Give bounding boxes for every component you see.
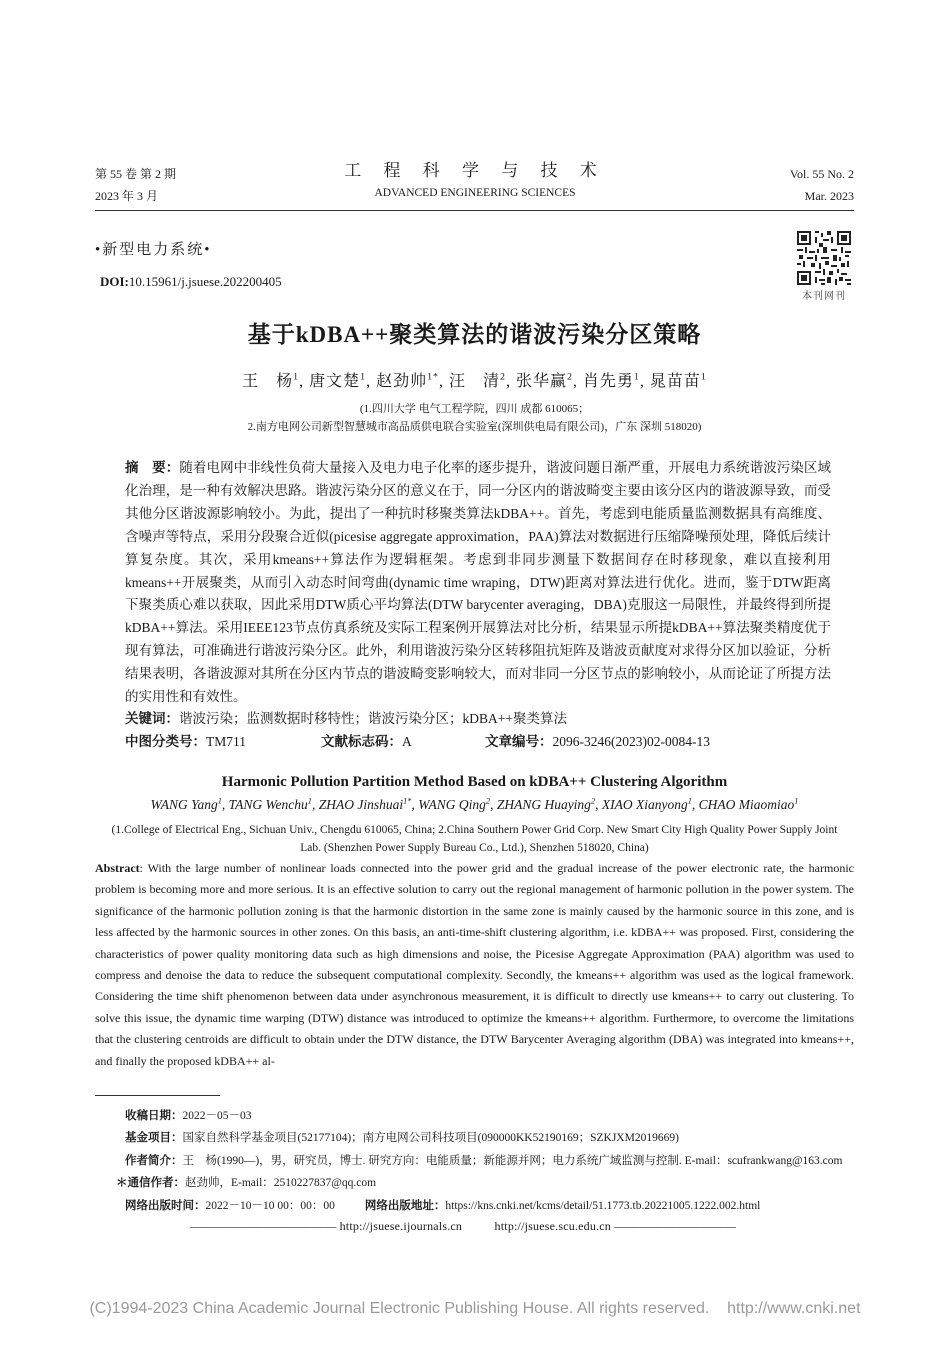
url-divider: ———————————— — [190, 1219, 337, 1233]
column-label: •新型电力系统• — [95, 242, 212, 258]
url-divider: —————————— — [614, 1219, 737, 1233]
header-center — [300, 160, 650, 203]
author-list-cn — [95, 368, 854, 391]
doi-label: DOI: — [100, 274, 129, 289]
fund-info: 基金项目：国家自然科学基金项目(52177104)；南方电网公司科技项目(090000KK52190169；SZKJXM2019669) — [125, 1132, 679, 1145]
author-en: CHAO Miaomiao$^1$ — [698, 796, 799, 812]
date-en: Mar. 2023 — [804, 189, 854, 203]
qr-caption: 本刊网刊 — [802, 291, 846, 302]
author-cn: 唐文楚$^1$, — [309, 371, 372, 390]
author-en: ZHANG Huaying$^2$, — [496, 796, 602, 812]
header-rule — [95, 210, 854, 211]
journal-name-en: ADVANCED ENGINEERING SCIENCES — [374, 187, 576, 199]
corresponding-author: ＊通信作者：赵劲帅，E-mail：2510227837@qq.com — [116, 1177, 377, 1190]
publication-url-link[interactable]: https://kns.cnki.net/kcms/detail/51.1773.tb.20221005.1222.002.html — [445, 1199, 761, 1212]
affiliation-line: (1.College of Electrical Eng., Sichuan Univ., Chengdu 610065, China; 2.China Southern Power Grid Corp. New Smart City High Quality Power Supply Joint — [111, 824, 838, 836]
qr-code-icon[interactable] — [797, 231, 851, 285]
article-no-value: 2096-3246(2023)02-0084-13 — [552, 734, 710, 749]
doc-code-label: 文献标志码： — [321, 734, 402, 749]
journal-name-cn: 工 程 科 学 与 技 术 — [344, 161, 606, 180]
date-cn: 2023 年 3 月 — [95, 189, 159, 203]
received-date: 收稿日期：2022－05－03 — [125, 1110, 252, 1122]
author-cn: 肖先勇$^1$, — [582, 371, 645, 390]
journal-url-right-link[interactable]: http://jsuese.scu.edu.cn — [494, 1219, 611, 1233]
abstract-en — [95, 858, 854, 1072]
paper-title-cn: 基于kDBA++聚类算法的谐波污染分区策略 — [247, 322, 702, 347]
online-publication: 网络出版时间：2022－10－10 00：00：00 网络出版地址：https://kns.cnki.net/kcms/detail/51.1773.tb.20221005.1222.002.html — [125, 1199, 761, 1212]
affiliation-line: (1.四川大学 电气工程学院，四川 成都 610065； — [359, 403, 590, 415]
affiliations-en — [95, 821, 854, 857]
keywords-cn-text: 谐波污染；监测数据时移特性；谐波污染分区；kDBA++聚类算法 — [179, 711, 567, 726]
journal-url-left-link[interactable]: http://jsuese.ijournals.cn — [339, 1219, 463, 1233]
abstract-cn-label: 摘 要： — [125, 460, 180, 475]
journal-urls — [190, 1219, 736, 1234]
affiliation-line: Lab. (Shenzhen Power Supply Bureau Co., Ltd.), Shenzhen 518020, China) — [300, 842, 649, 854]
author-cn: 赵劲帅$^{1*}$, — [376, 371, 444, 390]
volume-cn: 第 55 卷 第 2 期 — [95, 167, 177, 181]
affiliations-cn — [95, 400, 854, 436]
classification-line — [125, 730, 831, 750]
author-cn: 王 杨$^1$, — [242, 371, 305, 390]
author-cn: 汪 清$^2$, — [448, 371, 511, 390]
footnote-rule — [95, 1095, 220, 1096]
article-no-label: 文章编号： — [485, 734, 553, 749]
abstract-en-label: Abstract — [95, 861, 140, 875]
copyright-notice: (C)1994-2023 China Academic Journal Electronic Publishing House. All rights reserved. http://www.cnki.net — [89, 1300, 861, 1317]
keywords-cn — [125, 707, 831, 727]
abstract-cn — [125, 457, 831, 709]
doi-value[interactable]: 10.15961/j.jsuese.202200405 — [128, 274, 282, 289]
author-en: WANG Yang$^1$, — [150, 796, 229, 812]
header-left — [95, 163, 176, 207]
doc-code-value: A — [402, 734, 412, 749]
author-bio: 作者简介：王 杨(1990—)，男，研究员，博士. 研究方向：电能质量；新能源并网；电力系统广域监测与控制. E-mail：scufrankwang@163.com — [125, 1154, 843, 1167]
footnotes — [116, 1105, 855, 1217]
author-list-en — [95, 796, 854, 813]
affiliation-line: 2.南方电网公司新型智慧城市高品质供电联合实验室(深圳供电局有限公司)，广东 深圳 518020) — [247, 421, 702, 433]
keywords-cn-label: 关键词： — [125, 711, 179, 726]
author-en: XIAO Xianyong$^1$, — [601, 796, 699, 812]
abstract-en-text: : With the large number of nonlinear loads connected into the power grid and the gradual increase of the power electronic rate, the harmonic problem is becoming more and more serious. It is an effective solution to carry out the regional management of harmonic pollution in the power system. The significance of the harmonic pollution zoning is that the harmonic distortion in the same zone is mainly caused by the harmonic source in this zone, and is less affected by the harmonic sources in other zones. On this basis, an anti-time-shift clustering algorithm, i.e. kDBA++ was proposed. First, considering the characteristics of power quality monitoring data such as high dimensions and noise, the Picesise Aggregate Approximation (PAA) algorithm was used to compress and denoise the data to reduce the subsequent computational complexity. Secondly, the kmeans++ algorithm was used as the logical framework. Considering the time shift phenomenon between data under asynchronous measurement, it is difficult to directly use kmeans++ to carry out clustering. To solve this issue, the dynamic time warping (DTW) distance was introduced to optimize the kmeans++ algorithm. Furthermore, to overcome the limitations that the clustering centroids are difficult to obtain under the DTW distance, the DTW Barycenter Averaging algorithm (DBA) was integrated into kmeans++, and finally the proposed kDBA++ al- — [95, 861, 854, 1068]
doi — [100, 274, 282, 290]
author-en: WANG Qing$^2$, — [418, 796, 497, 812]
abstract-cn-text: 随着电网中非线性负荷大量接入及电力电子化率的逐步提升，谐波问题日渐严重，开展电力系统谐波污染区域化治理，是一种有效解决思路。谐波污染分区的意义在于，同一分区内的谐波畸变主要由该分区内的谐波源导致，而受其他分区谐波源影响较小。为此，提出了一种抗时移聚类算法kDBA++。首先，考虑到电能质量监测数据具有高维度、含噪声等特点，采用分段聚合近似(picesise aggregate approximation，PAA)算法对数据进行压缩降噪预处理，降低后续计算复杂度。其次，采用kmeans++算法作为逻辑框架。考虑到非同步测量下数据间存在时移现象，难以直接利用kmeans++开展聚类，从而引入动态时间弯曲(dynamic time wraping，DTW)距离对算法进行优化。进而，鉴于DTW距离下聚类质心难以获取，因此采用DTW质心平均算法(DTW barycenter averaging，DBA)克服这一局限性，并最终得到所提kDBA++算法。采用IEEE123节点仿真系统及实际工程案例开展算法对比分析，结果显示所提kDBA++算法聚类精度优于现有算法，可准确进行谐波污染分区。此外，利用谐波污染分区转移阻抗矩阵及谐波贡献度对求得分区加以验证，分析结果表明，各谐波源对其所在分区内节点的谐波畸变影响较大，而对非同一分区节点的影响较小，从而论证了所提方法的实用性和有效性。 — [125, 460, 832, 705]
paper-title-en: Harmonic Pollution Partition Method Based on kDBA++ Clustering Algorithm — [221, 774, 728, 790]
clc-label: 中图分类号： — [125, 734, 206, 749]
clc-value: TM711 — [206, 734, 246, 749]
header-right — [790, 163, 854, 207]
author-cn: 张华赢$^2$, — [515, 371, 578, 390]
author-cn: 晁苗苗$^1$ — [649, 371, 707, 390]
author-en: ZHAO Jinshuai$^{1*}$, — [318, 796, 419, 812]
author-en: TANG Wenchu$^1$, — [228, 796, 319, 812]
volume-en: Vol. 55 No. 2 — [789, 167, 854, 181]
